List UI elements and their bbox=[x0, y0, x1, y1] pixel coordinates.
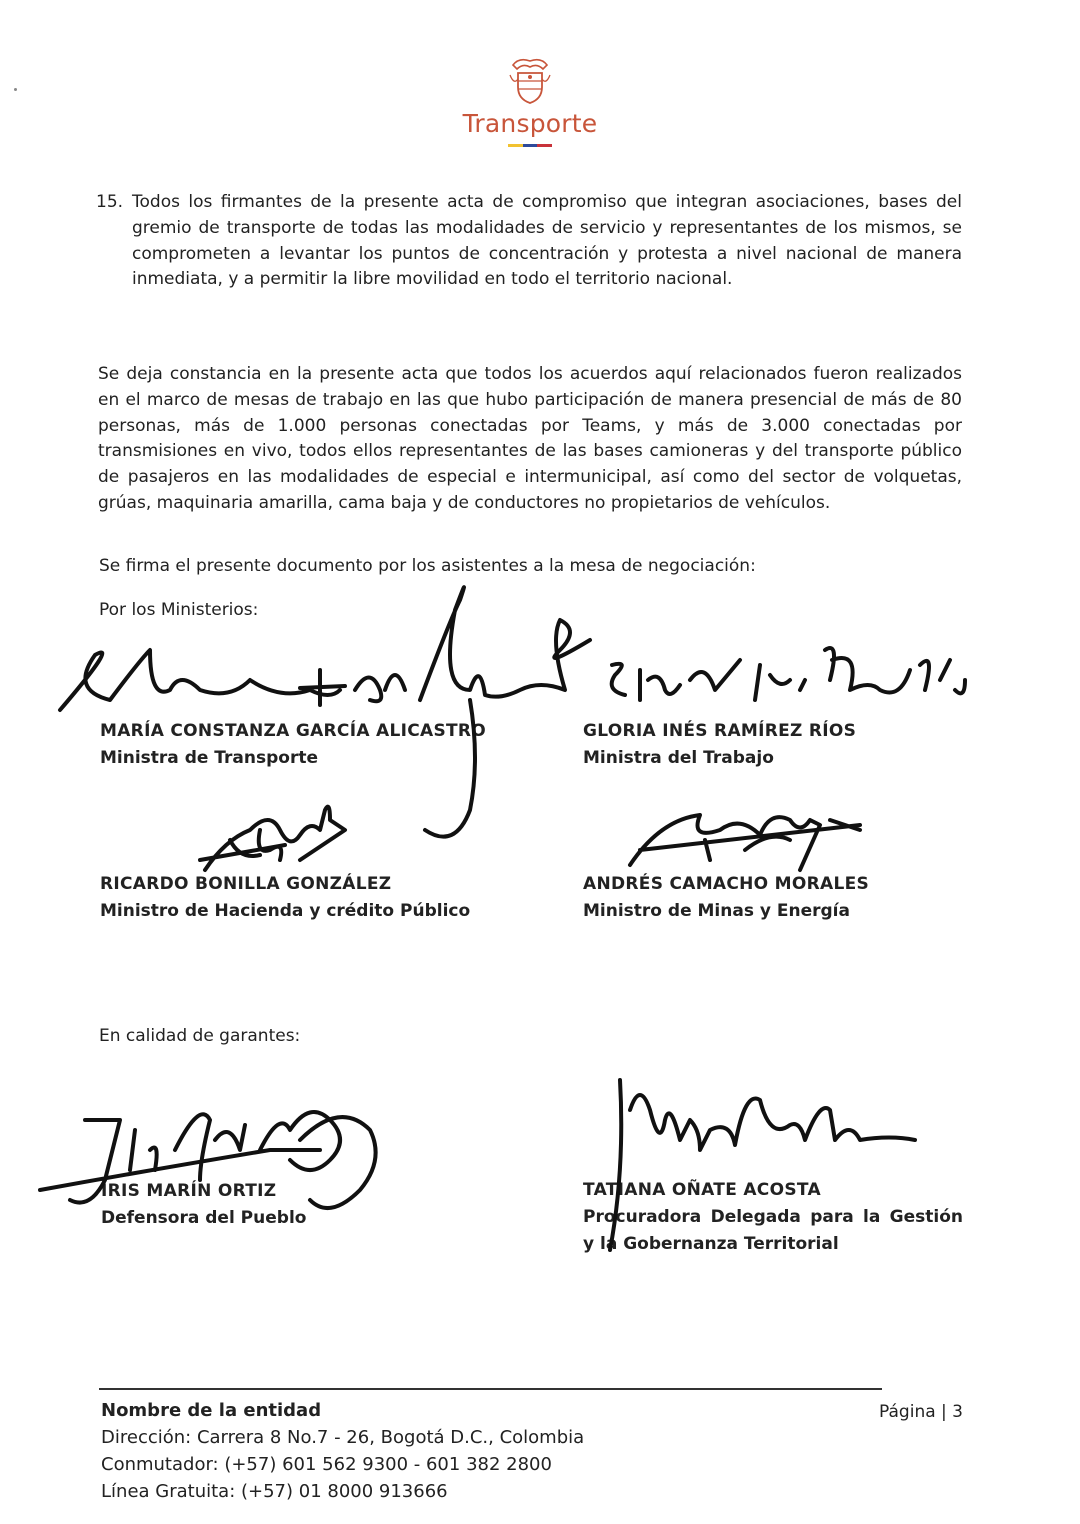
signatory-name: TATIANA OÑATE ACOSTA bbox=[583, 1180, 821, 1200]
signature-camacho bbox=[630, 815, 860, 870]
signatory-role: Ministro de Minas y Energía bbox=[583, 901, 850, 921]
signatory-name: IRIS MARÍN ORTIZ bbox=[101, 1181, 277, 1201]
coat-of-arms-icon bbox=[507, 55, 553, 107]
scan-speck bbox=[14, 88, 17, 91]
brand-title: Transporte bbox=[462, 109, 598, 138]
guarantor-procuraduria bbox=[583, 1177, 963, 1258]
footer bbox=[101, 1397, 584, 1505]
flag-stripe bbox=[508, 144, 552, 147]
signature-ramirez bbox=[612, 648, 965, 700]
signatory-trabajo bbox=[583, 718, 856, 772]
signatory-name: RICARDO BONILLA GONZÁLEZ bbox=[100, 874, 392, 894]
list-item-text: Todos los firmantes de la presente acta de compromiso que integran asociaciones, bases del gremio de transporte de todas las modalidades de servicio y representantes de los mismos, se comprometen a levantar los puntos de concentración y protesta a nivel nacional de manera inmediata, y a permitir la libre movilidad en todo el territorio nacional. bbox=[132, 192, 962, 290]
signing-statement: Se firma el presente documento por los asistentes a la mesa de negociación: bbox=[99, 556, 756, 576]
signatory-role: Procuradora Delegada para la Gestión y la Gobernanza Territorial bbox=[583, 1207, 963, 1254]
signatory-role: Defensora del Pueblo bbox=[101, 1208, 307, 1228]
guarantors-label: En calidad de garantes: bbox=[99, 1026, 301, 1046]
header-logo bbox=[440, 55, 620, 147]
signatory-name: ANDRÉS CAMACHO MORALES bbox=[583, 874, 870, 894]
footer-divider bbox=[99, 1388, 882, 1390]
ministries-label: Por los Ministerios: bbox=[99, 600, 259, 620]
signatory-name: GLORIA INÉS RAMÍREZ RÍOS bbox=[583, 721, 857, 741]
footer-phone: Conmutador: (+57) 601 562 9300 - 601 382 2800 bbox=[101, 1454, 552, 1475]
signatory-name: MARÍA CONSTANZA GARCÍA ALICASTRO bbox=[100, 721, 487, 741]
signatory-transporte bbox=[100, 718, 486, 772]
page-number: Página | 3 bbox=[879, 1402, 963, 1422]
signature-garcia bbox=[60, 587, 590, 837]
signature-bonilla bbox=[200, 807, 345, 870]
signatory-role: Ministra de Transporte bbox=[100, 748, 319, 768]
guarantor-defensoria bbox=[101, 1178, 306, 1232]
footer-entity: Nombre de la entidad bbox=[101, 1400, 322, 1421]
signatory-role: Ministra del Trabajo bbox=[583, 748, 774, 768]
signatory-hacienda bbox=[100, 871, 470, 925]
footer-toll-free: Línea Gratuita: (+57) 01 8000 913666 bbox=[101, 1481, 448, 1502]
signatory-minas bbox=[583, 871, 869, 925]
list-item-15 bbox=[96, 190, 962, 293]
list-item-number: 15. bbox=[96, 192, 124, 212]
signatory-role: Ministro de Hacienda y crédito Público bbox=[100, 901, 471, 921]
constancia-paragraph: Se deja constancia en la presente acta que todos los acuerdos aquí relacionados fueron realizados en el marco de mesas de trabajo en las que hubo participación de manera presencial de más de 80 personas, más de 1.000 personas conectadas por Teams, y más de 3.000 conectadas por transmisiones en vivo, todos ellos representantes de las bases camioneras y del transporte público de pasajeros en las modalidades de especial e intermunicipal, así como del sector de volquetas, grúas, maquinaria amarilla, cama baja y de conductores no propietarios de vehículos. bbox=[98, 364, 962, 513]
footer-address: Dirección: Carrera 8 No.7 - 26, Bogotá D.C., Colombia bbox=[101, 1427, 585, 1448]
